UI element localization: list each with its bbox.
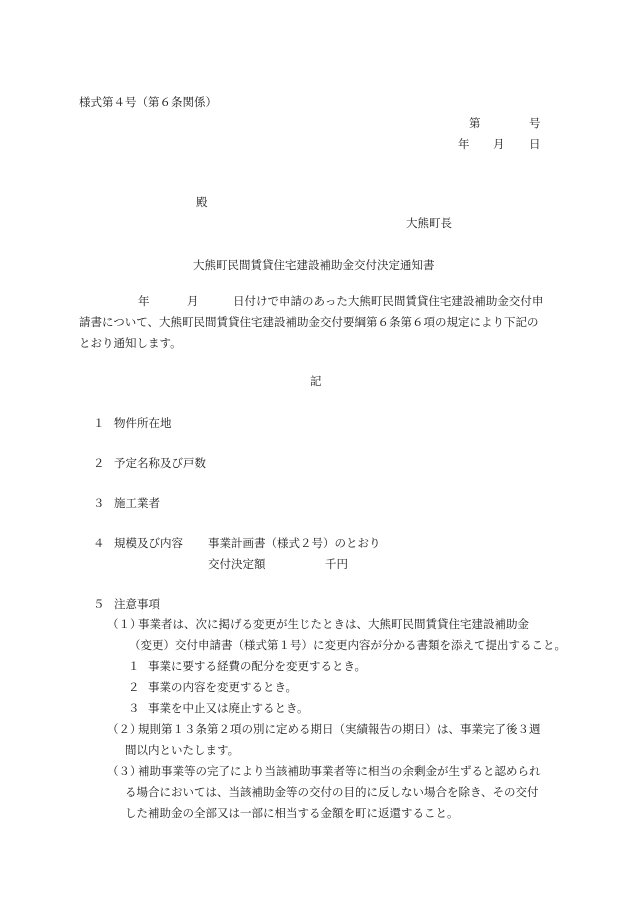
grant-amount-label: 交付決定額	[208, 557, 266, 571]
intro-month: 月	[187, 294, 199, 308]
sub3-number: ３	[128, 701, 140, 715]
issuer: 大熊町長	[406, 216, 452, 230]
item4-label: 規模及び内容	[114, 536, 183, 550]
note1-number: （１）	[107, 617, 142, 631]
number-prefix: 第	[469, 116, 481, 130]
ki-heading: 記	[310, 374, 322, 388]
sub2-text: 事業の内容を変更するとき。	[148, 680, 298, 694]
date-day: 日	[529, 137, 541, 151]
note3-line2: る場合においては、当該補助金等の交付の目的に反しない場合を除き、その交付	[125, 785, 539, 799]
addressee-honorific: 殿	[196, 195, 208, 209]
note2-line1: 規則第１３条第２項の別に定める期日（実績報告の期日）は、事業完了後３週	[138, 722, 541, 736]
item5-number: ５	[93, 597, 105, 611]
note3-line1: 補助事業等の完了により当該補助事業者等に相当の余剰金が生ずると認められ	[138, 764, 541, 778]
item2-number: ２	[93, 456, 105, 470]
item5-label: 注意事項	[114, 597, 160, 611]
item3-label: 施工業者	[114, 496, 160, 510]
item4-number: ４	[93, 536, 105, 550]
sub3-text: 事業を中止又は廃止するとき。	[148, 701, 309, 715]
form-label: 様式第４号（第６条関係）	[79, 95, 217, 109]
sub2-number: ２	[128, 680, 140, 694]
note3-number: （３）	[107, 764, 142, 778]
item1-number: １	[93, 416, 105, 430]
item3-number: ３	[93, 496, 105, 510]
item2-label: 予定名称及び戸数	[114, 456, 206, 470]
note3-line3: した補助金の全部又は一部に相当する金額を町に返還すること。	[125, 806, 459, 820]
sub1-number: １	[128, 659, 140, 673]
intro-line1: 日付けで申請のあった大熊町民間賃貸住宅建設補助金交付申	[233, 294, 544, 308]
sub1-text: 事業に要する経費の配分を変更するとき。	[148, 659, 367, 673]
item1-label: 物件所在地	[114, 416, 172, 430]
note2-line2: 間以内といたします。	[125, 743, 240, 757]
grant-amount-unit: 千円	[325, 557, 348, 571]
intro-year: 年	[138, 294, 150, 308]
note1-line1: 事業者は、次に掲げる変更が生じたときは、大熊町民間賃貸住宅建設補助金	[138, 617, 529, 631]
document-title: 大熊町民間賃貸住宅建設補助金交付決定通知書	[193, 258, 435, 272]
note2-number: （２）	[107, 722, 142, 736]
item4-content: 事業計画書（様式２号）のとおり	[208, 536, 381, 550]
intro-line2: 請書について、大熊町民間賃貸住宅建設補助金交付要綱第６条第６項の規定により下記の	[79, 315, 539, 329]
date-month: 月	[493, 137, 505, 151]
intro-line3: とおり通知します。	[79, 336, 182, 350]
number-suffix: 号	[529, 116, 541, 130]
note1-line2: （変更）交付申請書（様式第１号）に変更内容が分かる書類を添えて提出すること。	[129, 638, 566, 652]
date-year: 年	[458, 137, 470, 151]
